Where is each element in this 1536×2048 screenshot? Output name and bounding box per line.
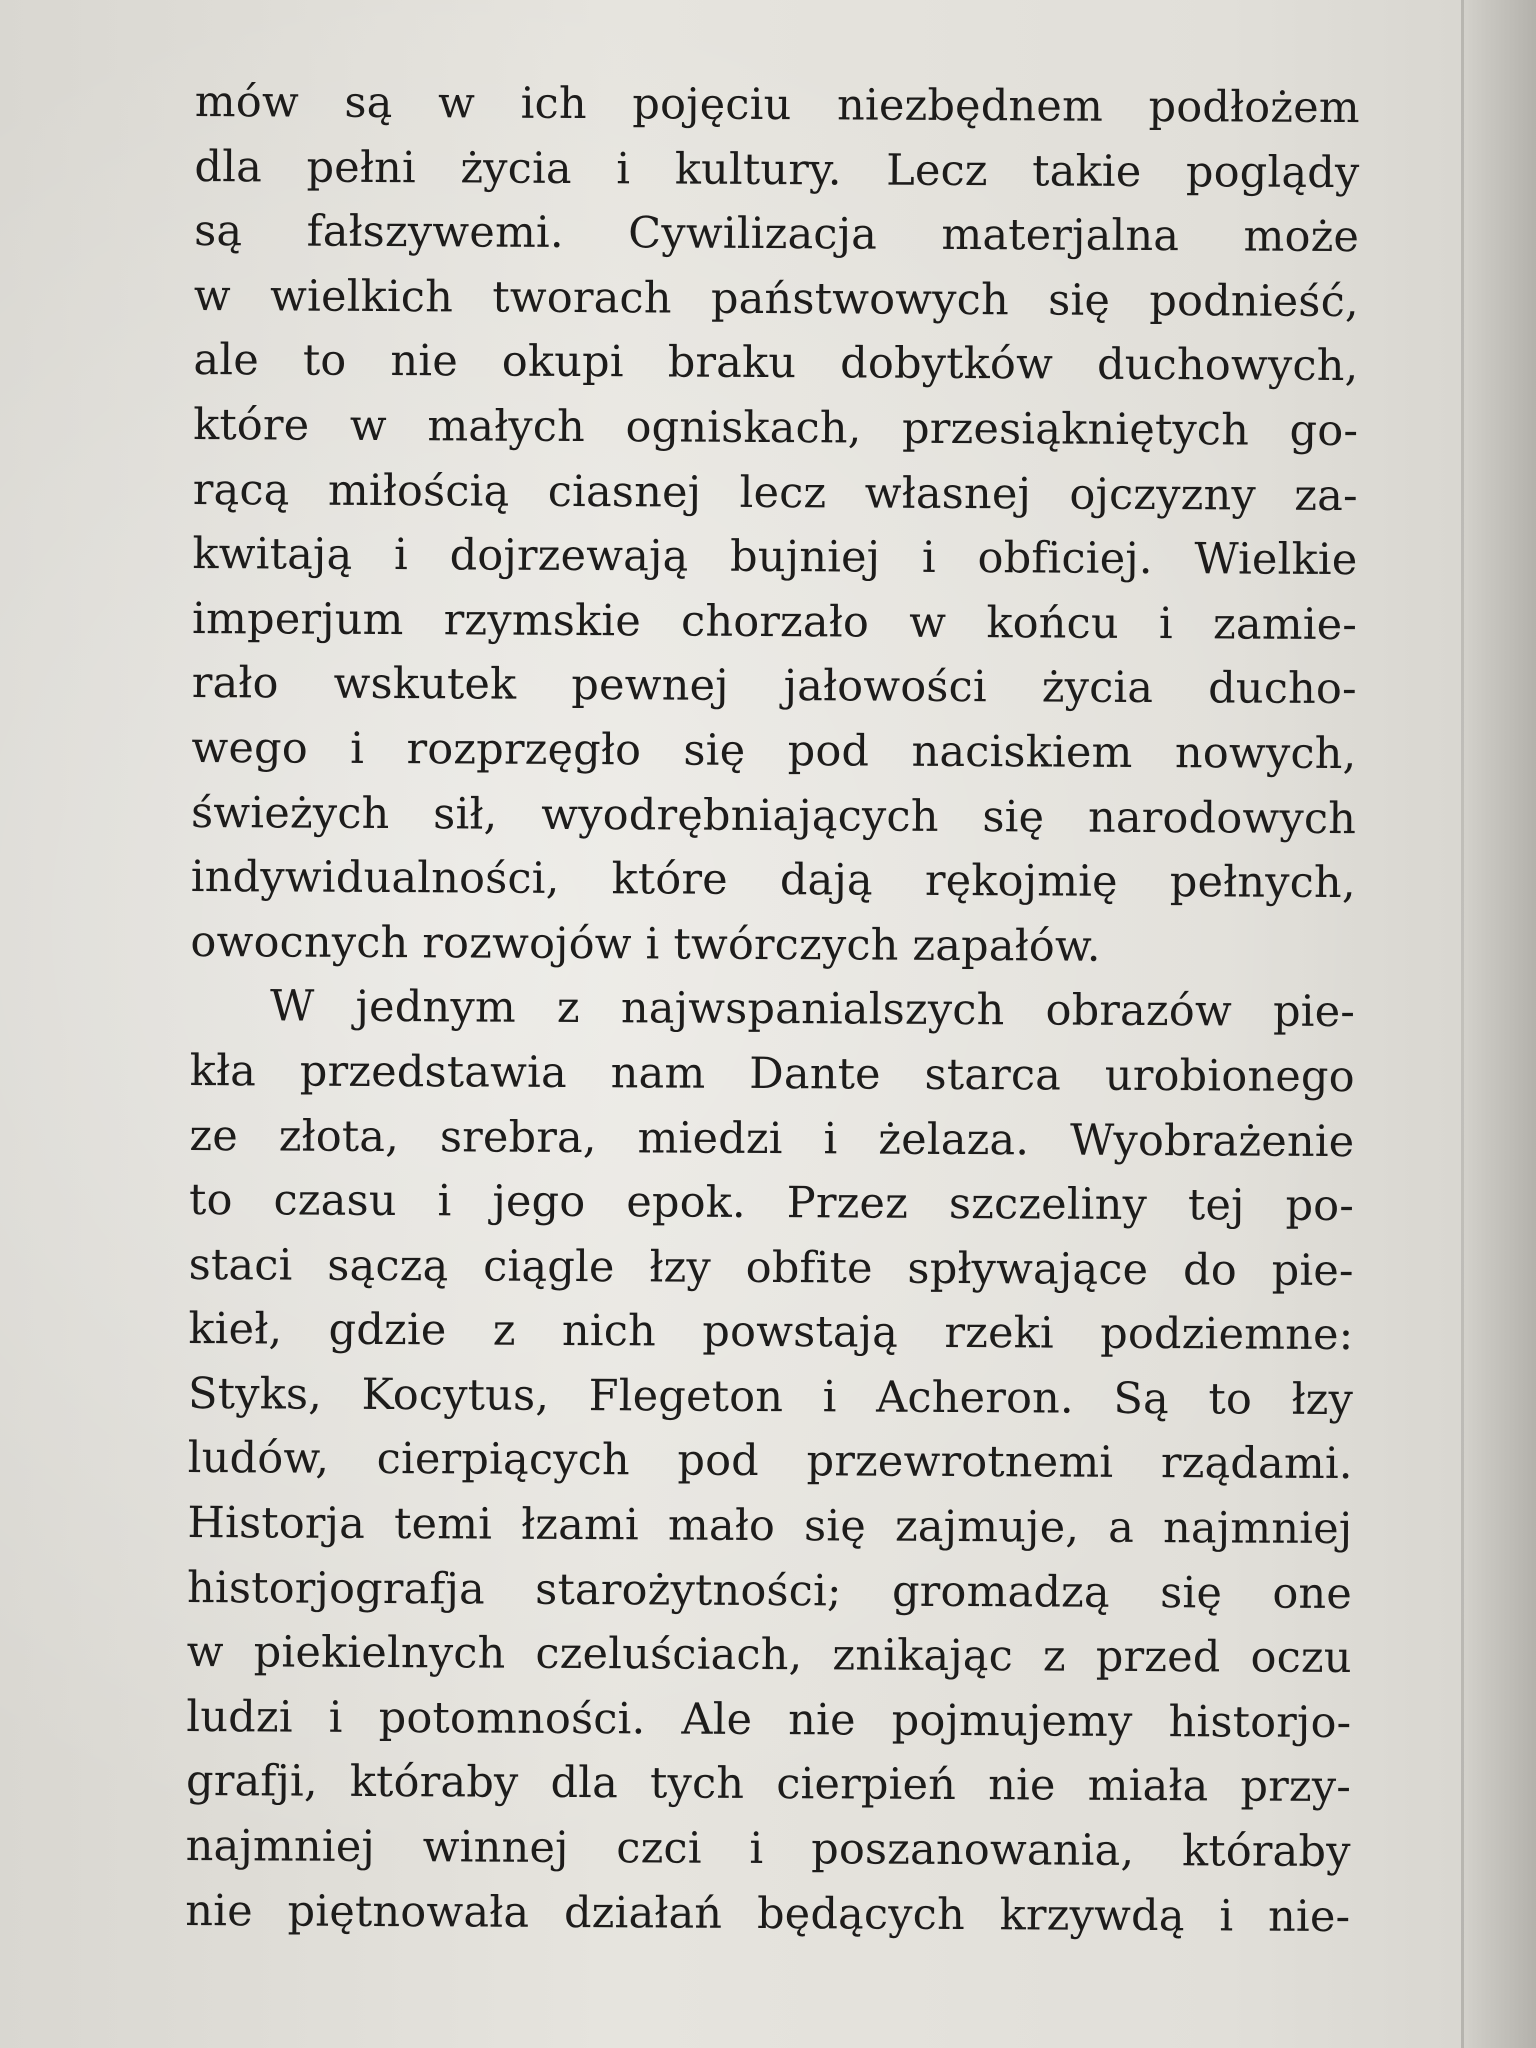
text-line: ale to nie okupi braku dobytków duchowych, (193, 335, 1359, 392)
page-edge (1464, 0, 1536, 2048)
text-line: ze złota, srebra, miedzi i żelaza. Wyobrażenie (189, 1110, 1355, 1167)
text-line: Styks, Kocytus, Flegeton i Acheron. Są to łzy (187, 1368, 1354, 1425)
text-line: dla pełni życia i kultury. Lecz takie poglądy (194, 141, 1360, 198)
text-line: które w małych ogniskach, przesiąkniętych go- (193, 399, 1359, 457)
text-line: indywidualności, które dają rękojmię pełnych, (190, 852, 1356, 909)
paragraph-start-line: W jednym z najwspanialszych obrazów pie- (269, 981, 1356, 1038)
text-line: kła przedstawia nam Dante starca urobionego (189, 1045, 1355, 1102)
text-line: ludzi i potomności. Ale nie pojmujemy historjo- (186, 1691, 1352, 1748)
text-line: najmniej winnej czci i poszanowania, któraby (185, 1821, 1351, 1878)
page-fold (1461, 0, 1464, 2048)
text-line: nie piętnowała działań będących krzywdą i nie- (185, 1885, 1351, 1942)
text-line: kwitają i dojrzewają bujniej i obficiej. Wielkie (192, 529, 1358, 586)
text-line: imperjum rzymskie chorzało w końcu i zamie- (191, 593, 1358, 650)
text-line: to czasu i jego epok. Przez szczeliny tej po- (188, 1175, 1355, 1232)
body-text (185, 70, 1360, 1949)
text-line: rało wskutek pewnej jałowości życia ducho- (191, 658, 1357, 715)
text-line: kieł, gdzie z nich powstają rzeki podziemne: (188, 1304, 1354, 1361)
text-line: Historja temi łzami mało się zajmuje, a najmniej (187, 1498, 1353, 1555)
text-line: rącą miłością ciasnej lecz własnej ojczyzny za- (192, 464, 1358, 521)
text-line: mów są w ich pojęciu niezbędnem podłożem (194, 76, 1360, 134)
text-line: wego i rozprzęgło się pod naciskiem nowych, (191, 722, 1357, 780)
text-line: są fałszywemi. Cywilizacja materjalna może (194, 206, 1360, 263)
text-line: świeżych sił, wyodrębniających się narodowych (190, 787, 1357, 844)
text-line: w wielkich tworach państwowych się podnieść, (193, 270, 1359, 327)
text-line: ludów, cierpiących pod przewrotnemi rządami. (187, 1433, 1353, 1490)
paragraph-end-line: owocnych rozwojów i twórczych zapałów. (190, 916, 1101, 972)
text-line: w piekielnych czeluściach, znikając z przed oczu (186, 1627, 1352, 1684)
text-line: historjografja starożytności; gromadzą się one (186, 1562, 1353, 1619)
text-line: grafji, któraby dla tych cierpień nie miała przy- (185, 1756, 1352, 1813)
text-line: staci sączą ciągle łzy obfite spływające do pie- (188, 1239, 1354, 1296)
